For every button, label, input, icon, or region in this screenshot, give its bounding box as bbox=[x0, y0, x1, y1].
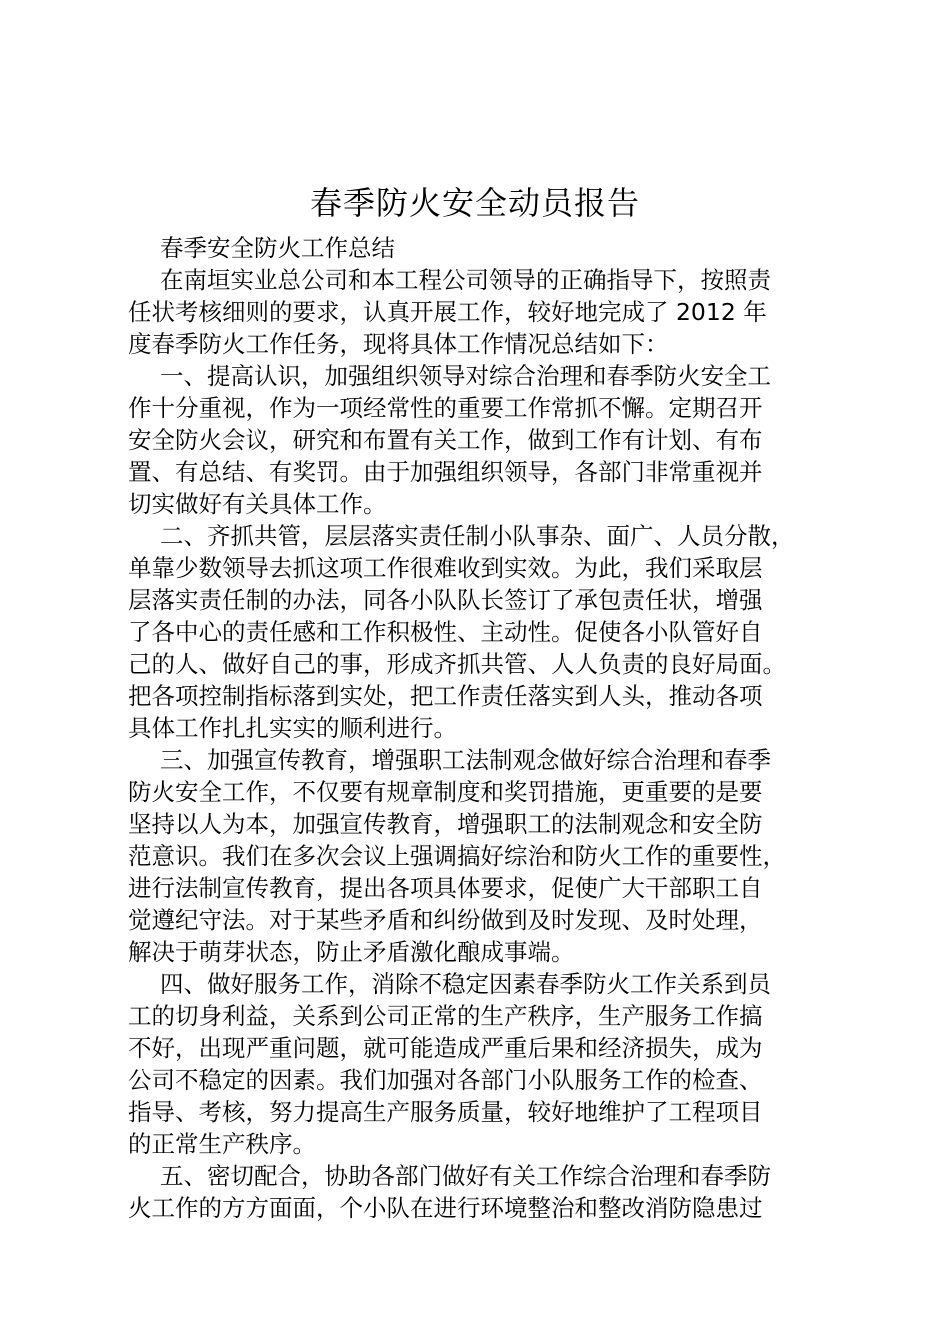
text-line: 指导、考核，努力提高生产服务质量，较好地维护了工程项目 bbox=[128, 1098, 763, 1126]
text-line: 五、密切配合，协助各部门做好有关工作综合治理和春季防 bbox=[160, 1162, 771, 1190]
text-line: 不好，出现严重问题，就可能造成严重后果和经济损失，成为 bbox=[128, 1034, 763, 1062]
text-line: 度春季防火工作任务，现将具体工作情况总结如下： bbox=[128, 330, 669, 358]
text-line: 把各项控制指标落到实处，把工作责任落实到人头，推动各项 bbox=[128, 682, 763, 710]
text-line: 防火安全工作，不仅要有规章制度和奖罚措施，更重要的是要 bbox=[128, 778, 763, 806]
text-line: 在南垣实业总公司和本工程公司领导的正确指导下，按照责 bbox=[160, 266, 771, 294]
text-line: 了各中心的责任感和工作积极性、主动性。促使各小队管好自 bbox=[128, 618, 763, 646]
text-line: 二、齐抓共管，层层落实责任制小队事杂、面广、人员分散， bbox=[160, 522, 795, 550]
document-body bbox=[128, 232, 828, 1224]
text-line: 四、做好服务工作，消除不稳定因素春季防火工作关系到员 bbox=[160, 970, 771, 998]
text-line: 己的人、做好自己的事，形成齐抓共管、人人负责的良好局面。 bbox=[128, 650, 786, 678]
text-line: 任状考核细则的要求，认真开展工作，较好地完成了 2012 年 bbox=[128, 298, 767, 326]
text-line: 工的切身利益，关系到公司正常的生产秩序，生产服务工作搞 bbox=[128, 1002, 763, 1030]
text-line: 作十分重视，作为一项经常性的重要工作常抓不懈。定期召开 bbox=[128, 394, 763, 422]
text-line: 春季安全防火工作总结 bbox=[160, 234, 395, 262]
text-line: 切实做好有关具体工作。 bbox=[128, 490, 387, 518]
text-line: 一、提高认识，加强组织领导对综合治理和春季防火安全工 bbox=[160, 362, 771, 390]
text-line: 进行法制宣传教育，提出各项具体要求，促使广大干部职工自 bbox=[128, 874, 763, 902]
text-line: 火工作的方方面面，个小队在进行环境整治和整改消防隐患过 bbox=[128, 1194, 763, 1222]
text-line: 公司不稳定的因素。我们加强对各部门小队服务工作的检查、 bbox=[128, 1066, 763, 1094]
text-line: 单靠少数领导去抓这项工作很难收到实效。为此，我们采取层 bbox=[128, 554, 763, 582]
text-line: 置、有总结、有奖罚。由于加强组织领导，各部门非常重视并 bbox=[128, 458, 763, 486]
text-line: 范意识。我们在多次会议上强调搞好综治和防火工作的重要性， bbox=[128, 842, 786, 870]
text-line: 安全防火会议，研究和布置有关工作，做到工作有计划、有布 bbox=[128, 426, 763, 454]
text-line: 的正常生产秩序。 bbox=[128, 1130, 316, 1158]
text-line: 层落实责任制的办法，同各小队队长签订了承包责任状，增强 bbox=[128, 586, 763, 614]
text-line: 具体工作扎扎实实的顺利进行。 bbox=[128, 714, 457, 742]
text-line: 觉遵纪守法。对于某些矛盾和纠纷做到及时发现、及时处理， bbox=[128, 906, 763, 934]
document-title: 春季防火安全动员报告 bbox=[309, 184, 640, 222]
text-line: 三、加强宣传教育，增强职工法制观念做好综合治理和春季 bbox=[160, 746, 771, 774]
text-line: 坚持以人为本，加强宣传教育，增强职工的法制观念和安全防 bbox=[128, 810, 763, 838]
text-line: 解决于萌芽状态，防止矛盾激化酿成事端。 bbox=[128, 938, 575, 966]
